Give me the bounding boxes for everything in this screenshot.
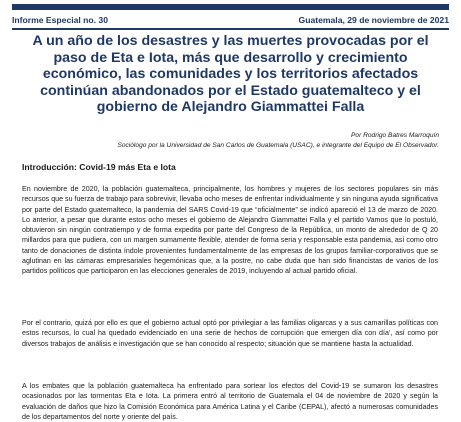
byline bbox=[19, 131, 439, 151]
byline-affiliation: Sociólogo por la Universidad de San Carlos de Guatemala (USAC), e integrante del Equipo de El Observador. bbox=[117, 142, 439, 149]
issue-number: Informe Especial no. 30 bbox=[12, 15, 108, 25]
header-top-rule bbox=[12, 4, 449, 10]
document-header bbox=[12, 14, 449, 26]
publication-date: Guatemala, 29 de noviembre de 2021 bbox=[298, 15, 449, 25]
body-paragraph: A los embates que la población guatemalteca ha enfrentado para sortear los efectos del Covid-19 se sumaron los desastres ocasionados por las tormentas Eta e Iota. La primera entró al territorio de Guatemala el 04 de noviembre de 2020 y según la evaluación de daños que hizo la Comisión Económica para América Latina y el Caribe (CEPAL), afectó a numerosas comunidades de los departamentos del norte y oriente del país. bbox=[22, 382, 438, 421]
body-paragraph: En noviembre de 2020, la población guatemalteca, principalmente, los hombres y mujeres de los sectores populares sin más recursos que su fuerza de trabajo para sobrevivir, llevaba ocho meses de enfrentar individualmente y sin ninguna ayuda significativa por parte del Estado guatemalteco, la pandemia del SARS Covid-19 que “oficialmente” se indicó apareció el 13 de marzo de 2020. Lo anterior, a pesar que durante estos ocho meses el gobierno de Alejandro Giammattei Falla y el partido Vamos que lo postuló, obtuvieron sin ningún contratiempo y de forma expedita por parte del Congreso de la República, un monto de alrededor de Q 20 millardos para que pudiera, con un margen sumamente flexible, atender de forma seria y responsable esta pandemia, así como otro tanto de donaciones de distinta índole provenientes fundamentalmente de las empresas de los grupos familiar-corporativos que se aglutinan en las cámaras empresariales hegemónicas que, a la postre, no cabe duda que han sido financistas de varios de los partidos políticos que participaron en las elecciones generales de 2019, incluyendo al actual partido oficial. bbox=[22, 185, 438, 276]
section-heading: Introducción: Covid-19 más Eta e Iota bbox=[22, 162, 176, 172]
document-title: A un año de los desastres y las muertes provocadas por el paso de Eta e Iota, más que desarrollo y crecimiento económico, las comunidades y los territorios afectados continúan abandonados por el Estado guatemalteco y el gobierno de Alejandro Giammattei Falla bbox=[32, 33, 429, 116]
byline-author: Por Rodrigo Batres Marroquín bbox=[351, 132, 439, 139]
body-paragraph: Por el contrario, quizá por ello es que el gobierno actual optó por privilegiar a las familias oligarcas y a sus camarillas políticas con estos recursos, lo cual ha quedado evidenciado en una serie de hechos de corrupción que emergen día con día’, así como por diversos trabajos de análisis e investigación que se han conocido al respecto; situación que se mantiene hasta la actualidad. bbox=[22, 319, 438, 348]
header-bottom-rule bbox=[12, 28, 449, 30]
